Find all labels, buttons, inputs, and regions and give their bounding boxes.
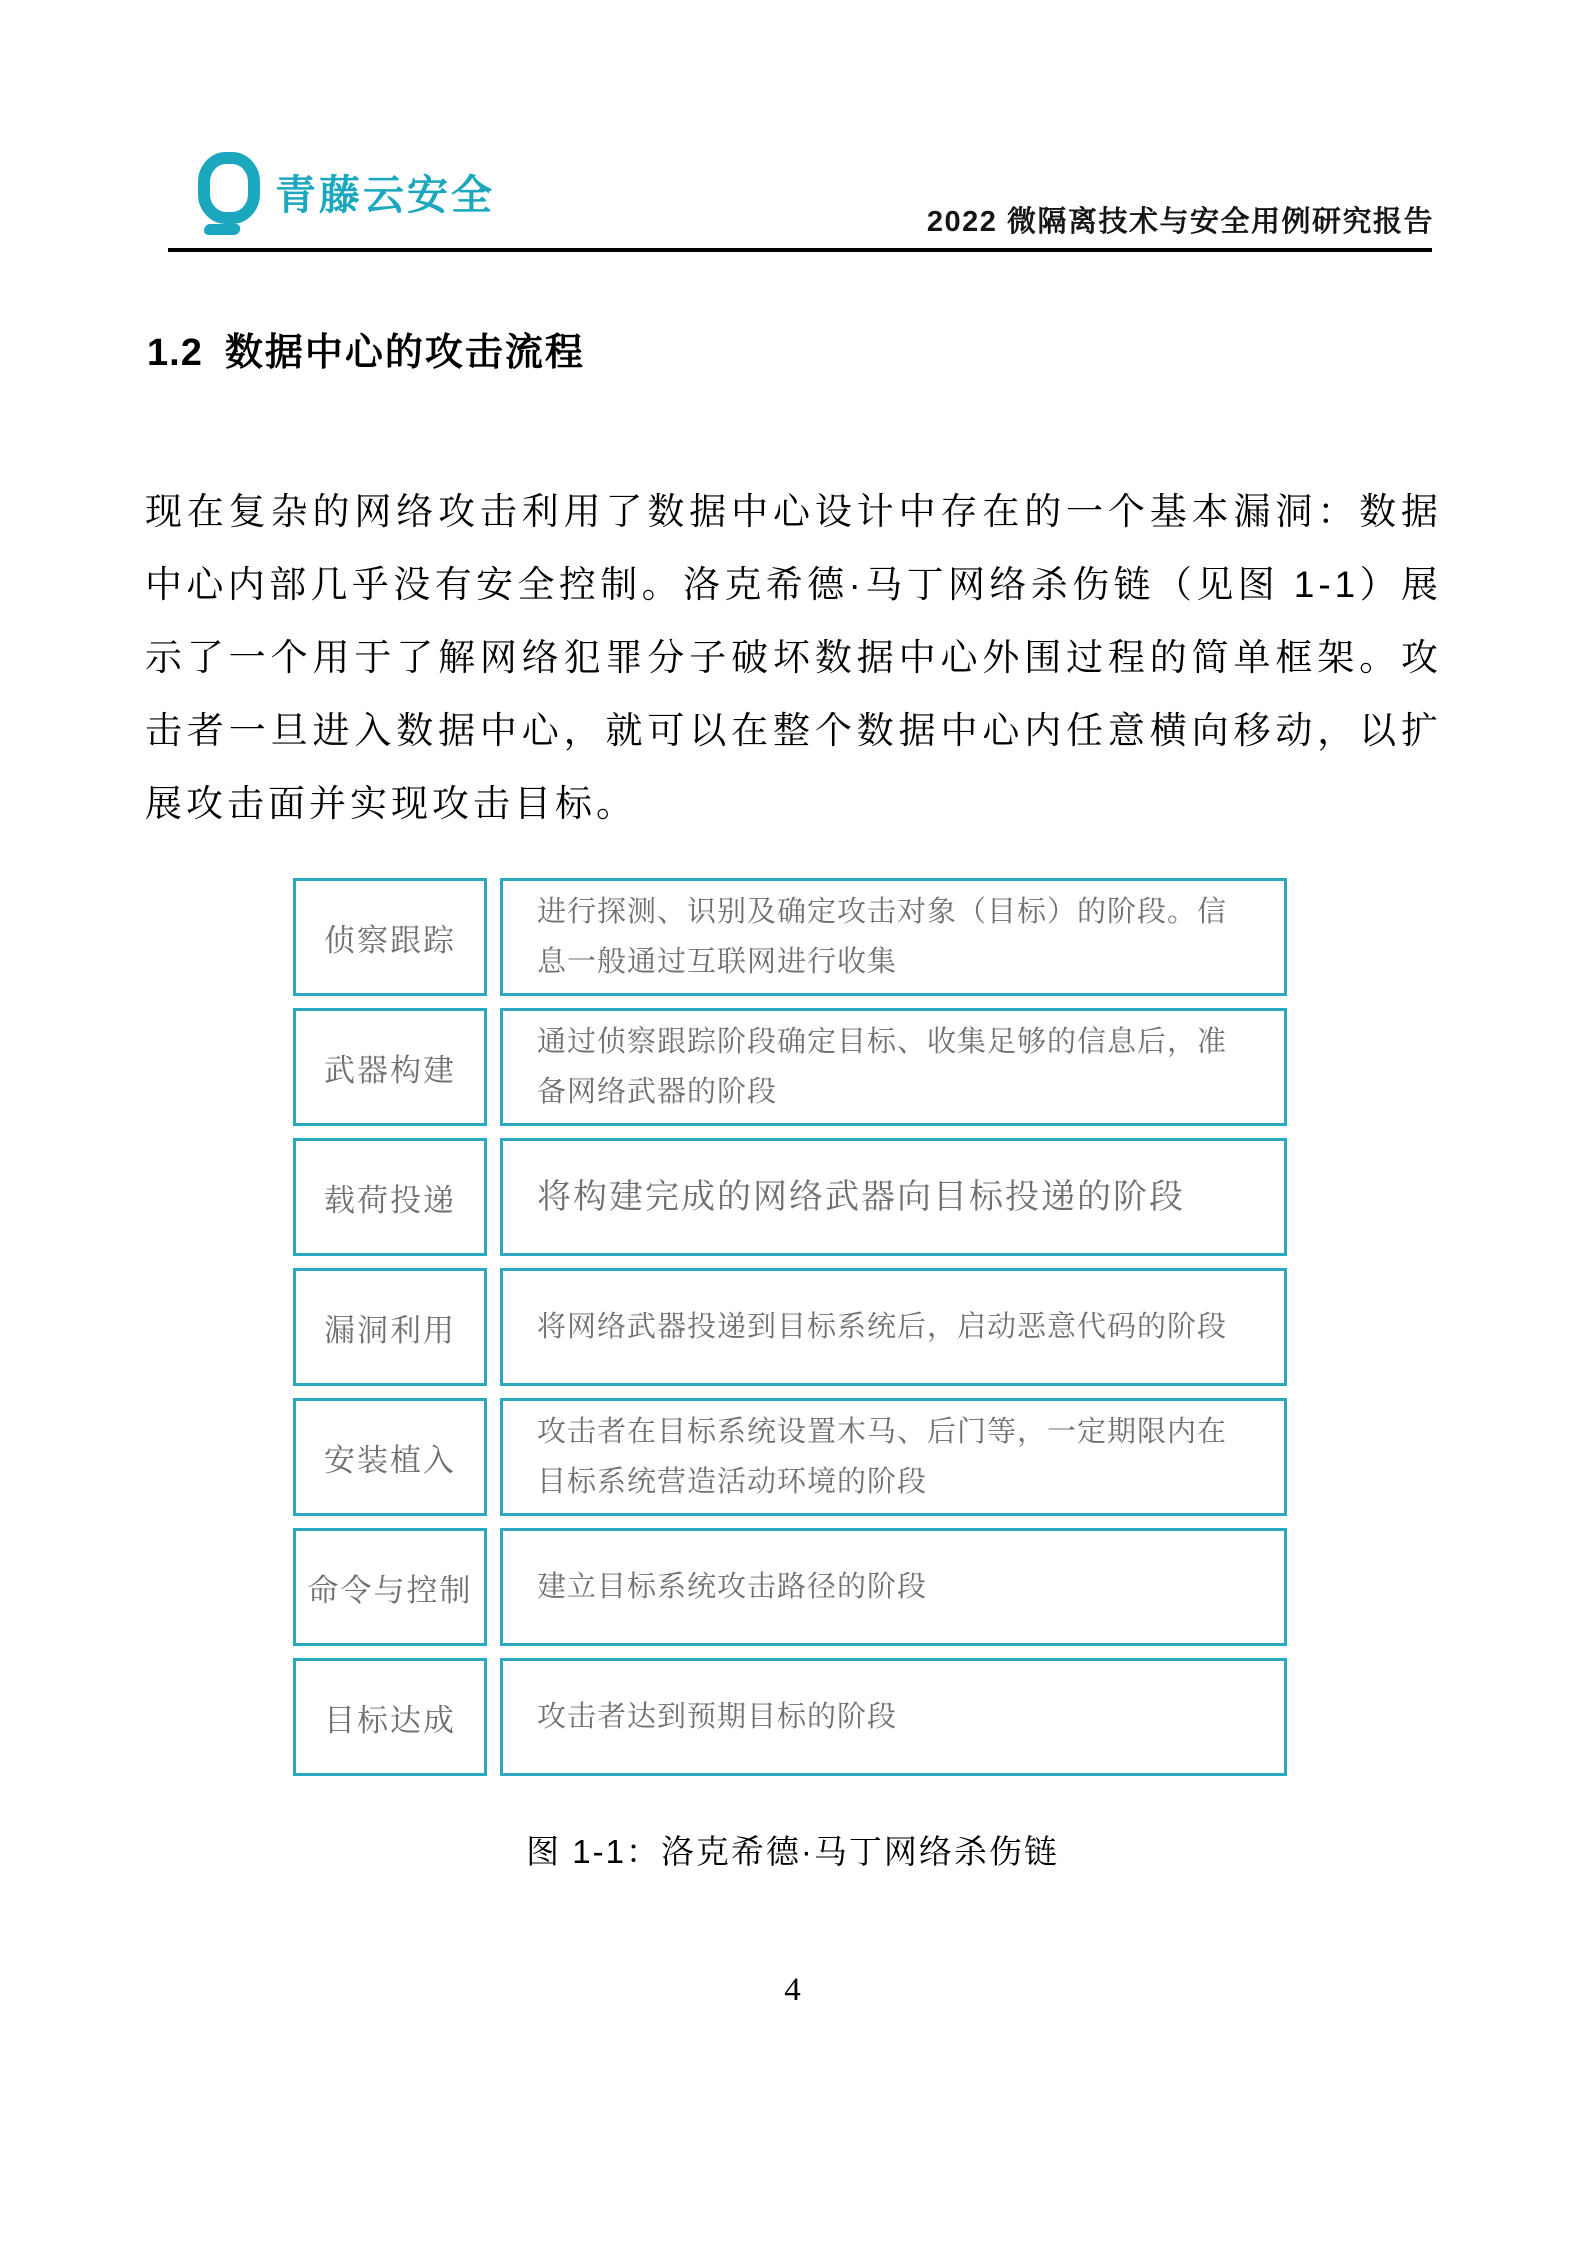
kill-chain-row	[293, 1268, 1287, 1386]
kill-chain-row	[293, 1138, 1287, 1256]
stage-description-box: 建立目标系统攻击路径的阶段	[500, 1528, 1287, 1646]
stage-label-box: 目标达成	[293, 1658, 487, 1776]
section-heading-number: 1.2	[147, 332, 203, 375]
company-logo	[197, 152, 495, 238]
stage-label-box: 武器构建	[293, 1008, 487, 1126]
kill-chain-row	[293, 1658, 1287, 1776]
section-heading	[147, 321, 585, 376]
stage-description-box: 攻击者达到预期目标的阶段	[500, 1658, 1287, 1776]
body-paragraph: 现在复杂的网络攻击利用了数据中心设计中存在的一个基本漏洞：数据中心内部几乎没有安全控制。洛克希德·马丁网络杀伤链（见图 1-1）展示了一个用于了解网络犯罪分子破坏数据中心外围过程的简单框架。攻击者一旦进入数据中心，就可以在整个数据中心内任意横向移动，以扩展攻击面并实现攻击目标。	[145, 491, 1442, 824]
stage-label-box: 侦察跟踪	[293, 878, 487, 996]
stage-label-box: 漏洞利用	[293, 1268, 487, 1386]
page-header	[145, 150, 1440, 250]
kill-chain-row	[293, 1528, 1287, 1646]
stage-description-box: 将网络武器投递到目标系统后，启动恶意代码的阶段	[500, 1268, 1287, 1386]
stage-description-box: 将构建完成的网络武器向目标投递的阶段	[500, 1138, 1287, 1256]
stage-label-box: 载荷投递	[293, 1138, 487, 1256]
kill-chain-row	[293, 1008, 1287, 1126]
stage-label-box: 安装植入	[293, 1398, 487, 1516]
stage-description-box: 攻击者在目标系统设置木马、后门等，一定期限内在目标系统营造活动环境的阶段	[500, 1398, 1287, 1516]
company-logo-text: 青藤云安全	[275, 172, 495, 218]
header-divider	[168, 248, 1432, 252]
stage-description-box: 进行探测、识别及确定攻击对象（目标）的阶段。信息一般通过互联网进行收集	[500, 878, 1287, 996]
report-title: 2022 微隔离技术与安全用例研究报告	[926, 206, 1434, 238]
figure-caption: 图 1-1：洛克希德·马丁网络杀伤链	[526, 1833, 1059, 1870]
stage-label-box: 命令与控制	[293, 1528, 487, 1646]
stage-description-box: 通过侦察跟踪阶段确定目标、收集足够的信息后，准备网络武器的阶段	[500, 1008, 1287, 1126]
kill-chain-row	[293, 1398, 1287, 1516]
kill-chain-row	[293, 878, 1287, 996]
section-heading-text: 数据中心的攻击流程	[224, 332, 585, 375]
kill-chain-figure	[293, 878, 1287, 1788]
qingteng-logo-icon	[197, 152, 261, 238]
page-number: 4	[784, 1972, 801, 2008]
